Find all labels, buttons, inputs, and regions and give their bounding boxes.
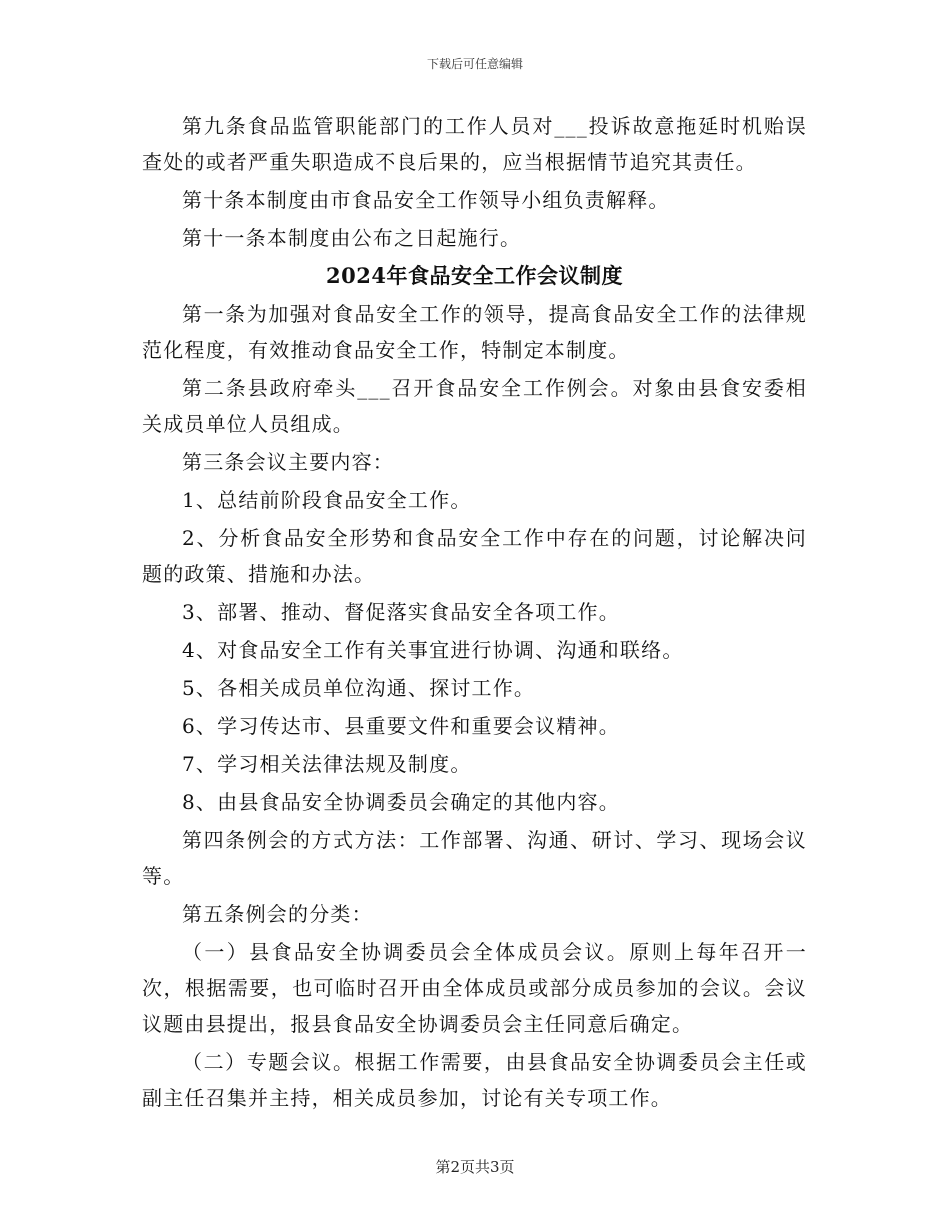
list-item: 2、分析食品安全形势和食品安全工作中存在的问题，讨论解决问题的政策、措施和办法。 xyxy=(142,526,807,586)
paragraph-article-10: 第十条本制度由市食品安全工作领导小组负责解释。 xyxy=(182,188,670,212)
document-body xyxy=(142,108,807,1116)
list-item: 8、由县食品安全协调委员会确定的其他内容。 xyxy=(182,790,620,814)
list-item: 5、各相关成员单位沟通、探讨工作。 xyxy=(182,676,536,700)
paragraph-article-5: 第五条例会的分类： xyxy=(182,902,373,926)
list-item: 1、总结前阶段食品安全工作。 xyxy=(182,488,472,512)
paragraph-article-1: 第一条为加强对食品安全工作的领导，提高食品安全工作的法律规范化程度，有效推动食品安全工作，特制定本制度。 xyxy=(142,302,807,362)
document-title: 2024年食品安全工作会议制度 xyxy=(326,263,623,288)
paragraph-category-1: （一）县食品安全协调委员会全体成员会议。原则上每年召开一次，根据需要，也可临时召开由全体成员或部分成员参加的会议。会议议题由县提出，报县食品安全协调委员会主任同意后确定。 xyxy=(142,940,807,1036)
list-item: 6、学习传达市、县重要文件和重要会议精神。 xyxy=(182,714,620,738)
paragraph-article-2: 第二条县政府牵头___召开食品安全工作例会。对象由县食安委相关成员单位人员组成。 xyxy=(142,376,807,436)
paragraph-article-4: 第四条例会的方式方法：工作部署、沟通、研讨、学习、现场会议等。 xyxy=(142,828,807,888)
list-item: 4、对食品安全工作有关事宜进行协调、沟通和联络。 xyxy=(182,638,684,662)
list-item: 7、学习相关法律法规及制度。 xyxy=(182,752,472,776)
paragraph-article-11: 第十一条本制度由公布之日起施行。 xyxy=(182,226,522,250)
list-item: 3、部署、推动、督促落实食品安全各项工作。 xyxy=(182,600,620,624)
header-note: 下载后可任意编辑 xyxy=(426,57,523,71)
paragraph-category-2: （二）专题会议。根据工作需要，由县食品安全协调委员会主任或副主任召集并主持，相关成员参加，讨论有关专项工作。 xyxy=(142,1050,807,1110)
page-number: 第2页共3页 xyxy=(435,1158,515,1176)
paragraph-article-9: 第九条食品监管职能部门的工作人员对___投诉故意拖延时机贻误查处的或者严重失职造成不良后果的，应当根据情节追究其责任。 xyxy=(142,114,807,174)
paragraph-article-3: 第三条会议主要内容： xyxy=(182,450,394,474)
